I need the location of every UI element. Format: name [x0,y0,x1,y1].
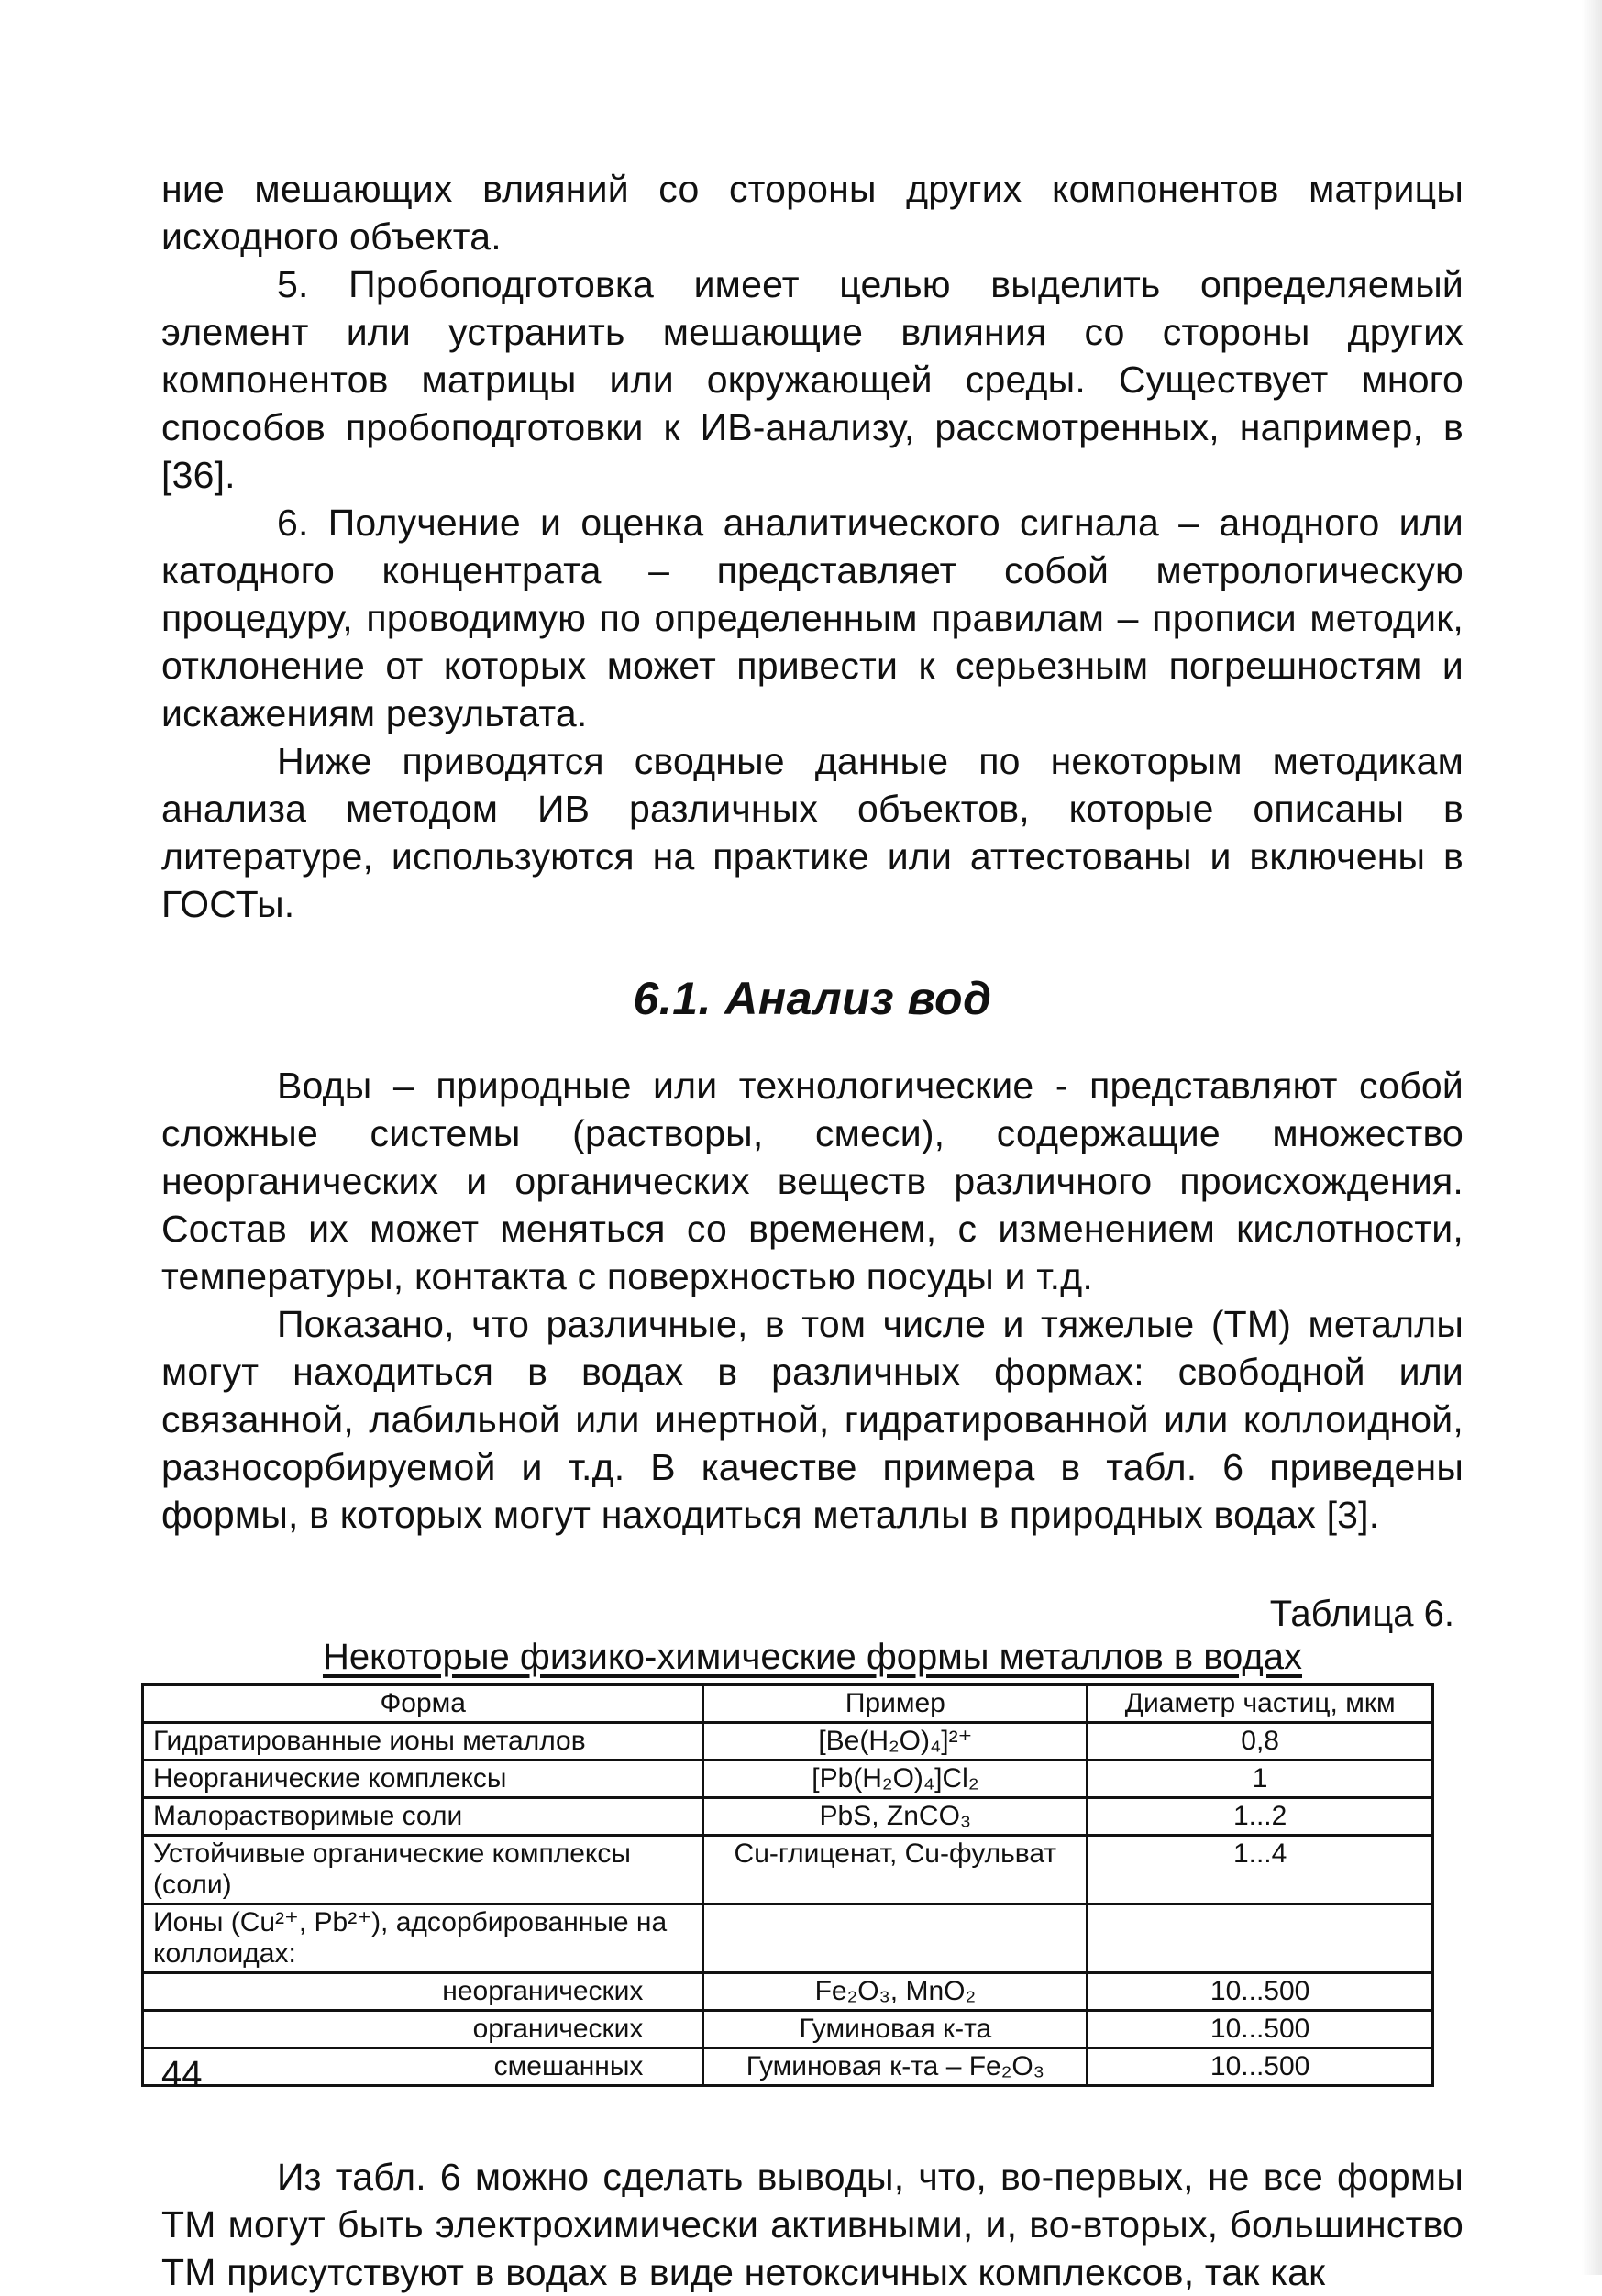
cell-form: Неорганические комплексы [143,1761,703,1798]
paragraph-forms: Показано, что различные, в том числе и тяжелые (ТМ) металлы могут находиться в водах в различных формах: свободной или связанной, лабильной или инертной, гидратированной или коллоидной, разносорбируемой и т.д. В качестве примера в табл. 6 приведены формы, в которых могут находиться металлы в природных водах [3]. [161,1303,1464,1536]
page-content [153,165,1464,2296]
cell-example: [Be(H₂O)₄]²⁺ [703,1723,1088,1761]
header-form: Форма [143,1685,703,1723]
table-row [143,1761,1433,1798]
cell-example: Cu-глиценат, Cu-фульват [703,1836,1088,1904]
table-label: Таблица 6. [1269,1594,1454,1634]
cell-example: Гуминовая к-та – Fe₂O₃ [703,2048,1088,2086]
cell-example: PbS, ZnCO₃ [703,1798,1088,1836]
paragraph-item-5: 5. Пробоподготовка имеет целью выделить определяемый элемент или устранить мешающие влияния со стороны других компонентов матрицы или окружающей среды. Существует много способов пробоподготовки к ИВ-анализу, рассмотренных, например, в [36]. [161,263,1464,496]
cell-form: Ионы (Cu²⁺, Pb²⁺), адсорбированные на коллоидах: [143,1904,703,1973]
cell-diameter: 10...500 [1088,2048,1433,2086]
table-title: Некоторые физико-химические формы металлов в водах [322,1637,1302,1677]
paragraph-summary: Ниже приводятся сводные данные по некоторым методикам анализа методом ИВ различных объектов, которые описаны в литературе, используются на практике или аттестованы и включены в ГОСТы. [161,740,1464,925]
cell-form: неорганических [143,1973,703,2011]
table-row [143,1904,1433,1973]
table-row [143,1723,1433,1761]
cell-form: Малорастворимые соли [143,1798,703,1836]
page-number: 44 [161,2054,203,2094]
table-header-row [143,1685,1433,1723]
cell-diameter: 1...4 [1088,1836,1433,1904]
header-example: Пример [703,1685,1088,1723]
paragraph-continuation: ние мешающих влияний со стороны других компонентов матрицы исходного объекта. [161,168,1464,258]
cell-example [703,1904,1088,1973]
paragraph-waters: Воды – природные или технологические - представляют собой сложные системы (растворы, смеси), содержащие множество неорганических и органических веществ различного происхождения. Состав их может меняться со временем, с изменением кислотности, температуры, контакта с поверхностью посуды и т.д. [161,1065,1464,1297]
scan-edge-shadow [1582,0,1602,2275]
header-diameter: Диаметр частиц, мкм [1088,1685,1433,1723]
table-row [143,1798,1433,1836]
paragraph-item-6: 6. Получение и оценка аналитического сигнала – анодного или катодного концентрата – представляет собой метрологическую процедуру, проводимую по определенным правилам – прописи методик, отклонение от которых может привести к серьезным погрешностям и искажениям результата. [161,502,1464,734]
cell-form: органических [143,2011,703,2048]
section-heading: 6.1. Анализ вод [633,973,992,1024]
cell-form: Устойчивые органические комплексы (соли) [143,1836,703,1904]
table-row [143,1973,1433,2011]
metal-forms-table [141,1683,1434,2087]
cell-diameter: 1 [1088,1761,1433,1798]
cell-form: Гидратированные ионы металлов [143,1723,703,1761]
table-row [143,2011,1433,2048]
cell-diameter: 0,8 [1088,1723,1433,1761]
table-row [143,1836,1433,1904]
cell-example: Гуминовая к-та [703,2011,1088,2048]
paragraph-conclusion: Из табл. 6 можно сделать выводы, что, во-первых, не все формы ТМ могут быть электрохимически активными, и, во-вторых, большинство ТМ присутствуют в водах в виде нетоксичных комплексов, так как [161,2156,1464,2293]
cell-diameter: 10...500 [1088,1973,1433,2011]
cell-form: смешанных [143,2048,703,2086]
cell-diameter [1088,1904,1433,1973]
cell-diameter: 10...500 [1088,2011,1433,2048]
cell-example: [Pb(H₂O)₄]Cl₂ [703,1761,1088,1798]
table-row [143,2048,1433,2086]
cell-diameter: 1...2 [1088,1798,1433,1836]
cell-example: Fe₂O₃, MnO₂ [703,1973,1088,2011]
